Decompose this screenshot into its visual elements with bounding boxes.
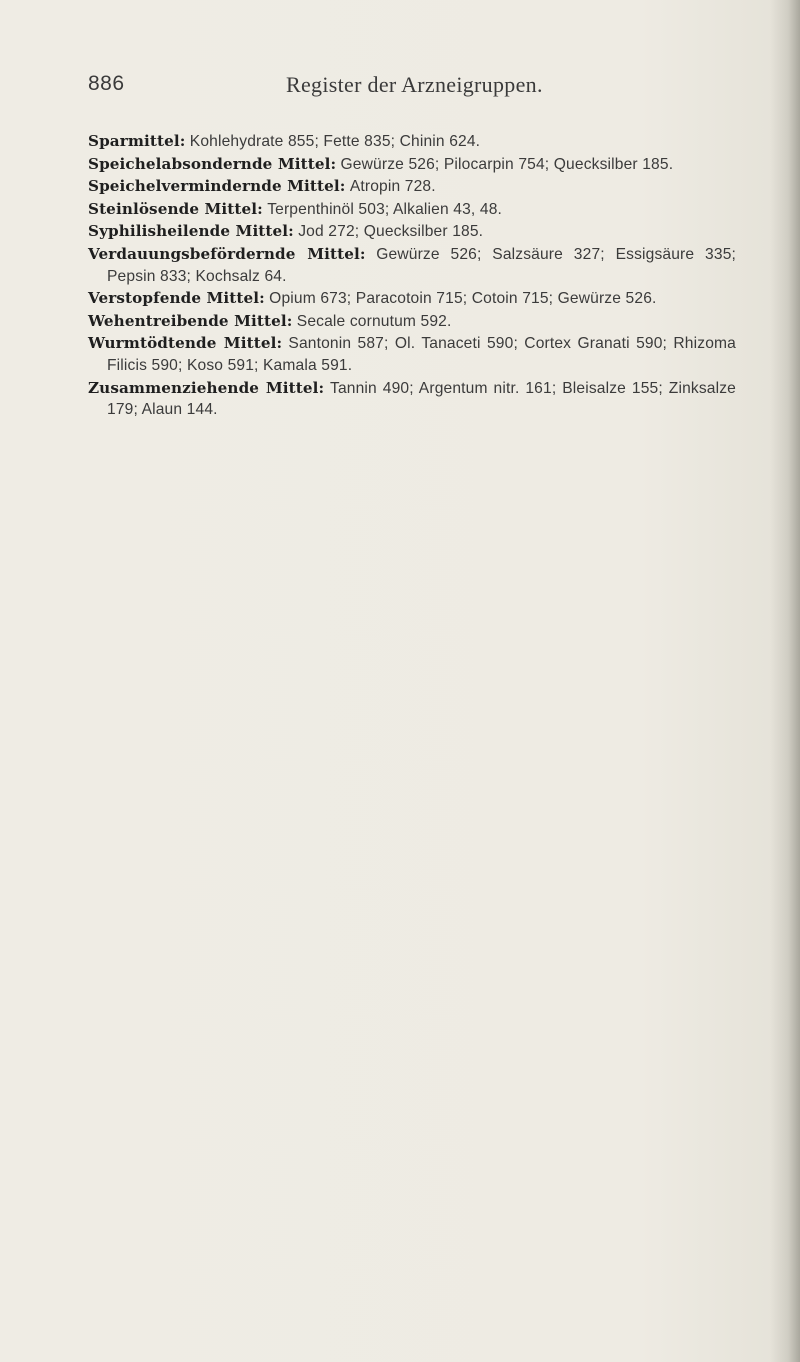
register-entry (88, 131, 736, 153)
entry-references: Santonin 587; Ol. Tanaceti 590; Cortex Granati 590; Rhizoma Filicis 590; Koso 591; Kamala 591. (107, 335, 736, 374)
entry-references: Terpenthinöl 503; Alkalien 43, 48. (267, 200, 503, 218)
entry-term: Verstopfende Mittel: (88, 289, 265, 308)
register-entry (88, 154, 736, 176)
register-entry (88, 244, 736, 287)
entry-references: Jod 272; Quecksilber 185. (298, 223, 484, 241)
page-number: 886 (88, 72, 125, 95)
entry-references: Kohlehydrate 855; Fette 835; Chinin 624. (189, 133, 481, 150)
page-header (88, 72, 728, 106)
page-edge-shadow (770, 0, 800, 1362)
running-title: Register der Arzneigruppen. (286, 72, 543, 97)
entry-term: Zusammenziehende Mittel: (88, 378, 325, 397)
register-entry (88, 199, 736, 221)
entry-term: Wurmtödtende Mittel: (88, 334, 283, 353)
entry-term: Syphilisheilende Mittel: (88, 222, 294, 241)
entry-term: Speichelvermindernde Mittel: (88, 177, 346, 196)
entry-term: Wehentreibende Mittel: (88, 311, 293, 330)
entry-references: Tannin 490; Argentum nitr. 161; Bleisalze 155; Zinksalze 179; Alaun 144. (107, 379, 736, 419)
entry-term: Verdauungsbefördernde Mittel: (88, 244, 366, 263)
entry-term: Sparmittel: (88, 132, 186, 150)
register-entry (88, 311, 736, 333)
entry-references: Gewürze 526; Salzsäure 327; Essigsäure 335; Pepsin 833; Kochsalz 64. (107, 245, 736, 285)
register-entry (88, 333, 736, 376)
entry-references: Atropin 728. (349, 178, 436, 196)
register-entry (88, 221, 736, 243)
register-entry (88, 288, 736, 310)
entry-references: Gewürze 526; Pilocarpin 754; Quecksilber 185. (340, 155, 674, 173)
entry-references: Opium 673; Paracotoin 715; Cotoin 715; Gewürze 526. (269, 290, 657, 308)
register-entry (88, 176, 736, 198)
register-entry (88, 378, 736, 421)
entry-term: Steinlösende Mittel: (88, 199, 263, 218)
entry-term: Speichelabsondernde Mittel: (88, 154, 337, 173)
entry-references: Secale cornutum 592. (296, 312, 452, 330)
register-entries (88, 131, 736, 422)
